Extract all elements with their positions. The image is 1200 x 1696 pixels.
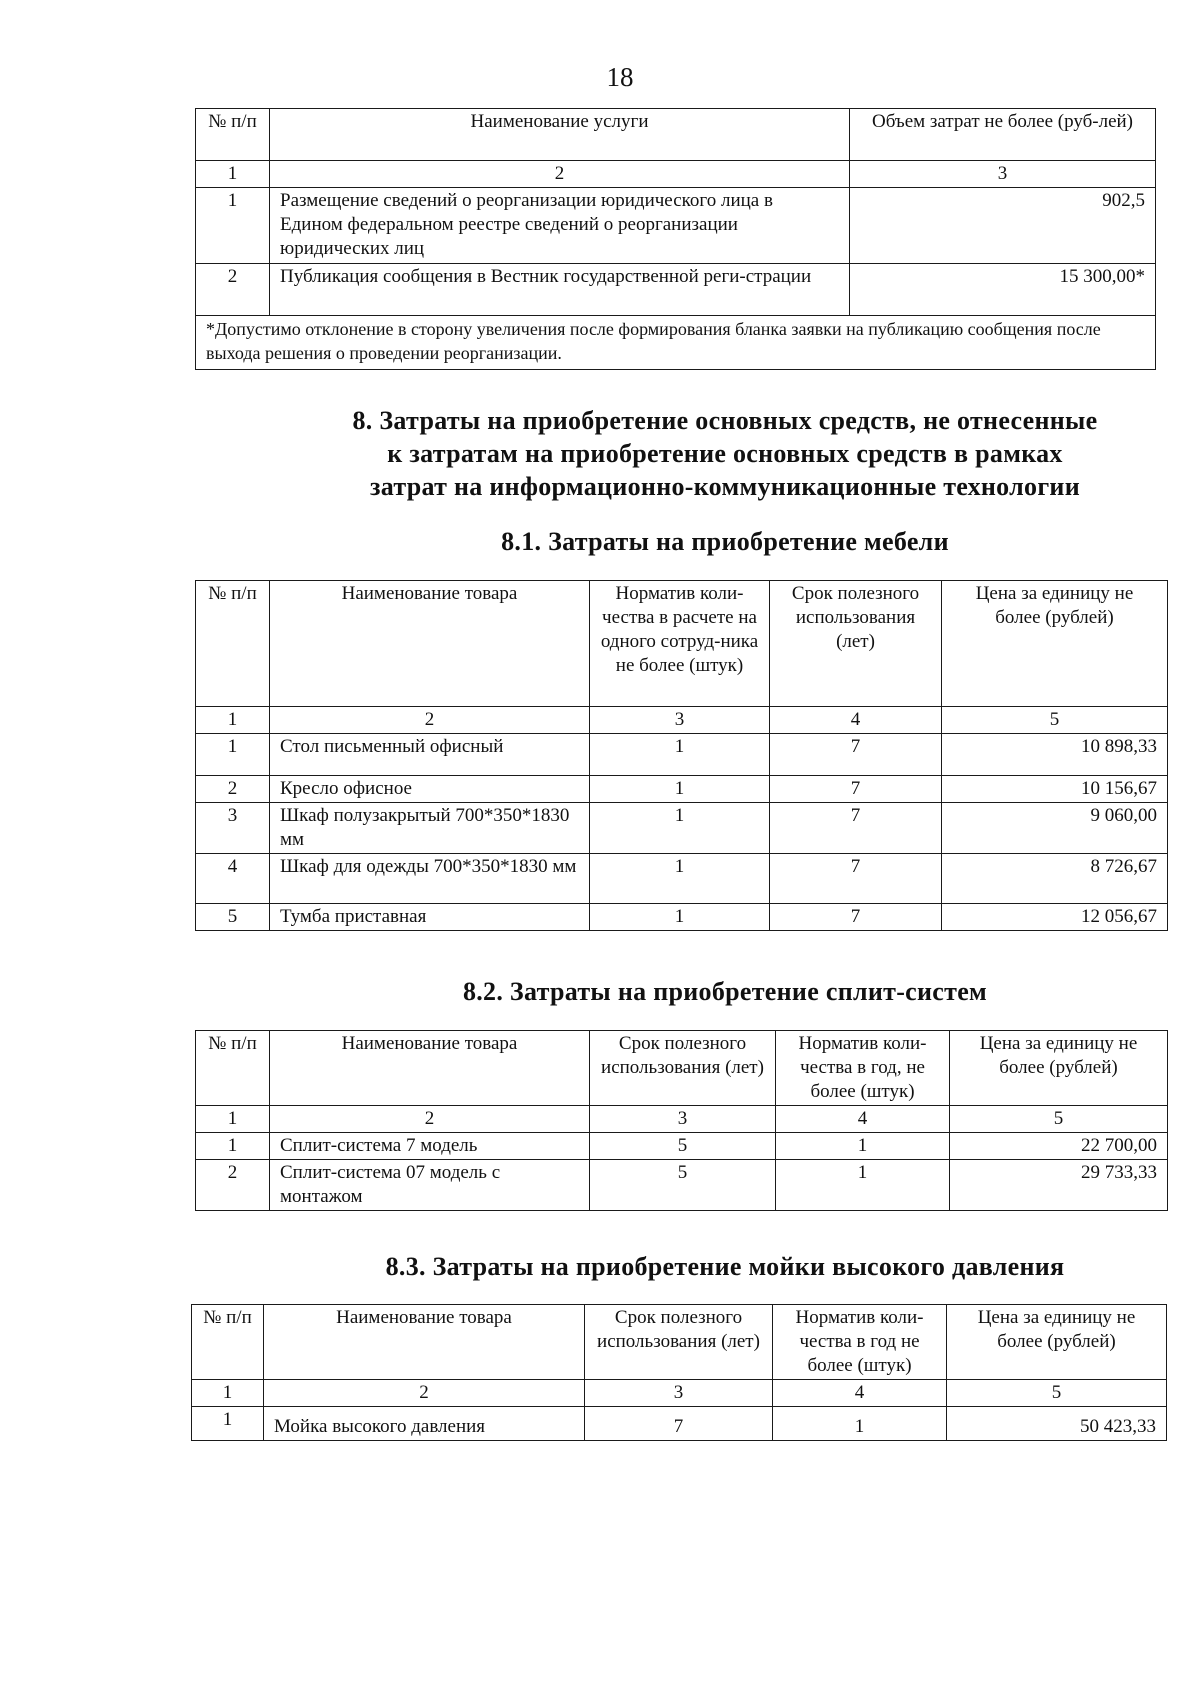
numbering-row xyxy=(196,1106,1168,1133)
item-price: 22 700,00 xyxy=(950,1133,1168,1160)
numbering-cell: 3 xyxy=(590,1106,776,1133)
item-years: 7 xyxy=(585,1407,773,1441)
table-row xyxy=(196,803,1168,854)
table-row xyxy=(196,1133,1168,1160)
item-qty: 1 xyxy=(776,1160,950,1211)
row-number: 4 xyxy=(196,854,270,904)
numbering-cell: 2 xyxy=(270,161,850,188)
item-qty: 1 xyxy=(590,854,770,904)
table-row xyxy=(196,188,1156,264)
numbering-cell: 3 xyxy=(585,1380,773,1407)
header-cell: № п/п xyxy=(192,1305,264,1380)
numbering-cell: 5 xyxy=(950,1106,1168,1133)
row-number: 2 xyxy=(196,776,270,803)
item-qty: 1 xyxy=(776,1133,950,1160)
header-cell: Норматив коли-чества в расчете на одного сотруд-ника не более (штук) xyxy=(590,581,770,707)
header-cell: Наименование услуги xyxy=(270,109,850,161)
numbering-cell: 5 xyxy=(942,707,1168,734)
furniture-title: 8.1. Затраты на приобретение мебели xyxy=(501,527,949,556)
split-systems-table xyxy=(195,1030,1168,1211)
header-cell: Норматив коли-чества в год, не более (штук) xyxy=(776,1031,950,1106)
item-qty: 1 xyxy=(773,1407,947,1441)
item-price: 10 898,33 xyxy=(942,734,1168,776)
furniture-table xyxy=(195,580,1168,931)
numbering-row xyxy=(196,707,1168,734)
table-row xyxy=(196,776,1168,803)
item-price: 29 733,33 xyxy=(950,1160,1168,1211)
numbering-cell: 3 xyxy=(590,707,770,734)
header-cell: Срок полезного использования (лет) xyxy=(585,1305,773,1380)
item-name: Сплит-система 07 модель с монтажом xyxy=(270,1160,590,1211)
item-qty: 1 xyxy=(590,904,770,931)
numbering-cell: 3 xyxy=(850,161,1156,188)
row-number: 2 xyxy=(196,1160,270,1211)
header-cell: Цена за единицу не более (рублей) xyxy=(947,1305,1167,1380)
service-name: Публикация сообщения в Вестник государственной реги-страции xyxy=(270,264,850,316)
row-number: 1 xyxy=(196,734,270,776)
services-table xyxy=(195,108,1156,370)
item-years: 5 xyxy=(590,1133,776,1160)
row-number: 2 xyxy=(196,264,270,316)
item-qty: 1 xyxy=(590,776,770,803)
item-price: 10 156,67 xyxy=(942,776,1168,803)
section-8-title-line: к затратам на приобретение основных средств в рамках xyxy=(387,439,1063,468)
numbering-cell: 2 xyxy=(264,1380,585,1407)
numbering-cell: 5 xyxy=(947,1380,1167,1407)
service-amount: 902,5 xyxy=(850,188,1156,264)
item-years: 7 xyxy=(770,904,942,931)
item-name: Шкаф для одежды 700*350*1830 мм xyxy=(270,854,590,904)
table-header-row xyxy=(196,109,1156,161)
table-row xyxy=(196,904,1168,931)
table-row xyxy=(196,734,1168,776)
numbering-cell: 2 xyxy=(270,1106,590,1133)
item-years: 7 xyxy=(770,776,942,803)
numbering-cell: 4 xyxy=(773,1380,947,1407)
row-number: 1 xyxy=(196,188,270,264)
header-cell: Срок полезного использования (лет) xyxy=(590,1031,776,1106)
row-number: 5 xyxy=(196,904,270,931)
header-cell: № п/п xyxy=(196,581,270,707)
item-name: Стол письменный офисный xyxy=(270,734,590,776)
header-cell: Норматив коли-чества в год не более (штук) xyxy=(773,1305,947,1380)
item-name: Кресло офисное xyxy=(270,776,590,803)
table-header-row xyxy=(192,1305,1167,1380)
item-price: 50 423,33 xyxy=(947,1407,1167,1441)
row-number: 1 xyxy=(196,1133,270,1160)
header-cell: Наименование товара xyxy=(270,581,590,707)
footnote-row xyxy=(196,316,1156,370)
item-qty: 1 xyxy=(590,734,770,776)
service-name: Размещение сведений о реорганизации юридического лица в Едином федеральном реестре сведений о реорганизации юридических лиц xyxy=(270,188,850,264)
service-amount: 15 300,00* xyxy=(850,264,1156,316)
item-name: Сплит-система 7 модель xyxy=(270,1133,590,1160)
table-header-row xyxy=(196,581,1168,707)
numbering-row xyxy=(192,1380,1167,1407)
pressure-washer-table xyxy=(191,1304,1167,1441)
header-cell: № п/п xyxy=(196,1031,270,1106)
table-row xyxy=(192,1407,1167,1441)
item-years: 7 xyxy=(770,854,942,904)
item-years: 7 xyxy=(770,803,942,854)
table-row xyxy=(196,1160,1168,1211)
header-cell: Срок полезного использования (лет) xyxy=(770,581,942,707)
header-cell: Объем затрат не более (руб-лей) xyxy=(850,109,1156,161)
item-price: 9 060,00 xyxy=(942,803,1168,854)
numbering-cell: 1 xyxy=(196,161,270,188)
header-cell: Цена за единицу не более (рублей) xyxy=(942,581,1168,707)
item-name: Шкаф полузакрытый 700*350*1830 мм xyxy=(270,803,590,854)
numbering-row xyxy=(196,161,1156,188)
item-name: Мойка высокого давления xyxy=(264,1407,585,1441)
numbering-cell: 4 xyxy=(776,1106,950,1133)
footnote: *Допустимо отклонение в сторону увеличения после формирования бланка заявки на публикацию сообщения после выхода решения о проведении реорганизации. xyxy=(196,316,1156,370)
pressure-washer-title: 8.3. Затраты на приобретение мойки высокого давления xyxy=(385,1252,1065,1281)
table-row xyxy=(196,264,1156,316)
item-years: 5 xyxy=(590,1160,776,1211)
item-name: Тумба приставная xyxy=(270,904,590,931)
numbering-cell: 4 xyxy=(770,707,942,734)
section-8-title xyxy=(195,404,1200,503)
section-8-title-line: 8. Затраты на приобретение основных средств, не отнесенные xyxy=(352,406,1098,435)
row-number: 3 xyxy=(196,803,270,854)
item-price: 12 056,67 xyxy=(942,904,1168,931)
item-qty: 1 xyxy=(590,803,770,854)
header-cell: № п/п xyxy=(196,109,270,161)
numbering-cell: 1 xyxy=(196,707,270,734)
header-cell: Цена за единицу не более (рублей) xyxy=(950,1031,1168,1106)
item-years: 7 xyxy=(770,734,942,776)
page-number: 18 xyxy=(606,62,634,92)
header-cell: Наименование товара xyxy=(264,1305,585,1380)
numbering-cell: 1 xyxy=(196,1106,270,1133)
item-price: 8 726,67 xyxy=(942,854,1168,904)
split-systems-title: 8.2. Затраты на приобретение сплит-систем xyxy=(462,977,988,1006)
row-number: 1 xyxy=(192,1407,264,1441)
table-row xyxy=(196,854,1168,904)
numbering-cell: 1 xyxy=(192,1380,264,1407)
header-cell: Наименование товара xyxy=(270,1031,590,1106)
table-header-row xyxy=(196,1031,1168,1106)
section-8-title-line: затрат на информационно-коммуникационные технологии xyxy=(370,472,1080,501)
numbering-cell: 2 xyxy=(270,707,590,734)
